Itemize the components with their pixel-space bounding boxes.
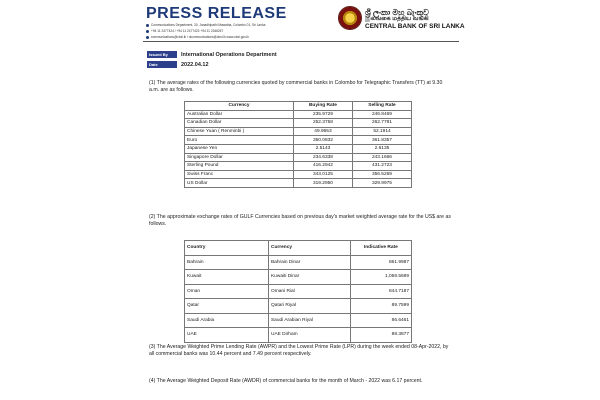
cell: 329.9975 bbox=[352, 179, 411, 188]
cell: 49.9653 bbox=[293, 127, 352, 136]
cell: US Dollar bbox=[185, 179, 294, 188]
bank-name-tamil: இலங்கை மத்திய வங்கி bbox=[365, 16, 429, 22]
table-row bbox=[185, 110, 412, 119]
cell: 89.7599 bbox=[350, 299, 411, 314]
cell: Bahrain Dinar bbox=[268, 255, 350, 270]
header-divider bbox=[143, 41, 459, 42]
cell: Kuwait bbox=[185, 270, 269, 285]
cell: 2.5143 bbox=[293, 144, 352, 153]
cell: Kuwaiti Dinar bbox=[268, 270, 350, 285]
table-row bbox=[185, 153, 412, 162]
paragraph-3: (3) The Average Weighted Prime Lending Rate (AWPR) and the Lowest Prime Rate (LPR) during the week ended 08-Apr-2022, by all commercial banks was 10.44 percent and 7.49 percent respectively. bbox=[149, 344, 449, 357]
date-label: Date bbox=[147, 61, 177, 68]
cell: 356.5269 bbox=[352, 170, 411, 179]
col-indicative-rate: Indicative Rate bbox=[350, 241, 411, 256]
table-row bbox=[185, 270, 412, 285]
press-release-page bbox=[139, 0, 463, 400]
cell: 431.2723 bbox=[352, 162, 411, 171]
cell: 861.9987 bbox=[350, 255, 411, 270]
issued-by-label: Issued By bbox=[147, 51, 177, 58]
cell: Qatar bbox=[185, 299, 269, 314]
cell: Chinese Yuan ( Renminbi ) bbox=[185, 127, 294, 136]
cell: 252.3758 bbox=[293, 119, 352, 128]
table-row bbox=[185, 179, 412, 188]
cell: Swiss Franc bbox=[185, 170, 294, 179]
phone-icon bbox=[146, 30, 149, 33]
table-row bbox=[185, 328, 412, 343]
cell: Canadian Dollar bbox=[185, 119, 294, 128]
paragraph-2: (2) The approximate exchange rates of GULF Currencies based on previous day's market weighted average rate for the US$ are as follows. bbox=[149, 214, 451, 227]
email-icon bbox=[146, 36, 149, 39]
table-row bbox=[185, 170, 412, 179]
table-row bbox=[185, 119, 412, 128]
col-selling: Selling Rate bbox=[352, 102, 411, 111]
contact-address: Communications Department, 30, Janadhipathi Mawatha, Colombo 01, Sri Lanka bbox=[146, 23, 265, 27]
date-value: 2022.04.12 bbox=[181, 61, 209, 68]
col-currency: Currency bbox=[268, 241, 350, 256]
cell: 243.1666 bbox=[352, 153, 411, 162]
cell: 2.6135 bbox=[352, 144, 411, 153]
cell: Bahrain bbox=[185, 255, 269, 270]
cell: UAE bbox=[185, 328, 269, 343]
paragraph-4: (4) The Average Weighted Deposit Rate (AWDR) of commercial banks for the month of March - 2022 was 6.17 percent. bbox=[149, 378, 423, 384]
bank-name: CENTRAL BANK OF SRI LANKA bbox=[365, 23, 465, 30]
cell: 844.7187 bbox=[350, 284, 411, 299]
gulf-currency-table bbox=[184, 240, 412, 343]
table-row bbox=[185, 127, 412, 136]
cell: 361.8357 bbox=[352, 136, 411, 145]
cell: 235.9729 bbox=[293, 110, 352, 119]
cell: 1,058.5689 bbox=[350, 270, 411, 285]
table-header-row bbox=[185, 241, 412, 256]
table-row bbox=[185, 313, 412, 328]
cell: Japanese Yen bbox=[185, 144, 294, 153]
issued-by-value: International Operations Department bbox=[181, 51, 277, 58]
table-header-row bbox=[185, 102, 412, 111]
issued-by-row bbox=[147, 51, 277, 58]
table-row bbox=[185, 136, 412, 145]
table-row bbox=[185, 255, 412, 270]
cell: Singapore Dollar bbox=[185, 153, 294, 162]
col-country: Country bbox=[185, 241, 269, 256]
cell: 86.6461 bbox=[350, 313, 411, 328]
cell: 350.0832 bbox=[293, 136, 352, 145]
table-row bbox=[185, 284, 412, 299]
cell: Qatari Riyal bbox=[268, 299, 350, 314]
cell: Omani Rial bbox=[268, 284, 350, 299]
cbsl-seal-logo bbox=[338, 6, 362, 30]
contact-phone: +94 11 2477424 / +94 11 2477423 +94 11 2346257 bbox=[146, 29, 223, 33]
cell: 52.1914 bbox=[352, 127, 411, 136]
cell: Euro bbox=[185, 136, 294, 145]
cell: UAE Dirham bbox=[268, 328, 350, 343]
table-row bbox=[185, 144, 412, 153]
cell: 343.0125 bbox=[293, 170, 352, 179]
cell: Australian Dollar bbox=[185, 110, 294, 119]
cell: 234.6338 bbox=[293, 153, 352, 162]
cell: 88.3877 bbox=[350, 328, 411, 343]
cell: Saudi Arabia bbox=[185, 313, 269, 328]
cell: 416.2942 bbox=[293, 162, 352, 171]
table-row bbox=[185, 299, 412, 314]
cell: Oman bbox=[185, 284, 269, 299]
bank-name-sinhala: ශ්‍රී ලංකා මහ බැංකුව bbox=[365, 8, 429, 17]
col-buying: Buying Rate bbox=[293, 102, 352, 111]
cell: 319.2950 bbox=[293, 179, 352, 188]
col-currency: Currency bbox=[185, 102, 294, 111]
press-release-title: PRESS RELEASE bbox=[146, 5, 287, 22]
cell: 262.7781 bbox=[352, 119, 411, 128]
cell: Saudi Arabian Riyal bbox=[268, 313, 350, 328]
table-row bbox=[185, 162, 412, 171]
contact-email: communications@cbsl.lk / dcommunications@cbsl.lk www.cbsl.gov.lk bbox=[146, 35, 249, 39]
date-row bbox=[147, 61, 209, 68]
letterhead bbox=[139, 2, 463, 40]
paragraph-1: (1) The average rates of the following currencies quoted by commercial banks in Colombo for Telegraphic Transfers (TT) at 9.30 a.m. are as follows. bbox=[149, 80, 443, 93]
cell: Sterling Pound bbox=[185, 162, 294, 171]
cell: 246.8469 bbox=[352, 110, 411, 119]
location-icon bbox=[146, 24, 149, 27]
currency-rates-table bbox=[184, 101, 412, 188]
